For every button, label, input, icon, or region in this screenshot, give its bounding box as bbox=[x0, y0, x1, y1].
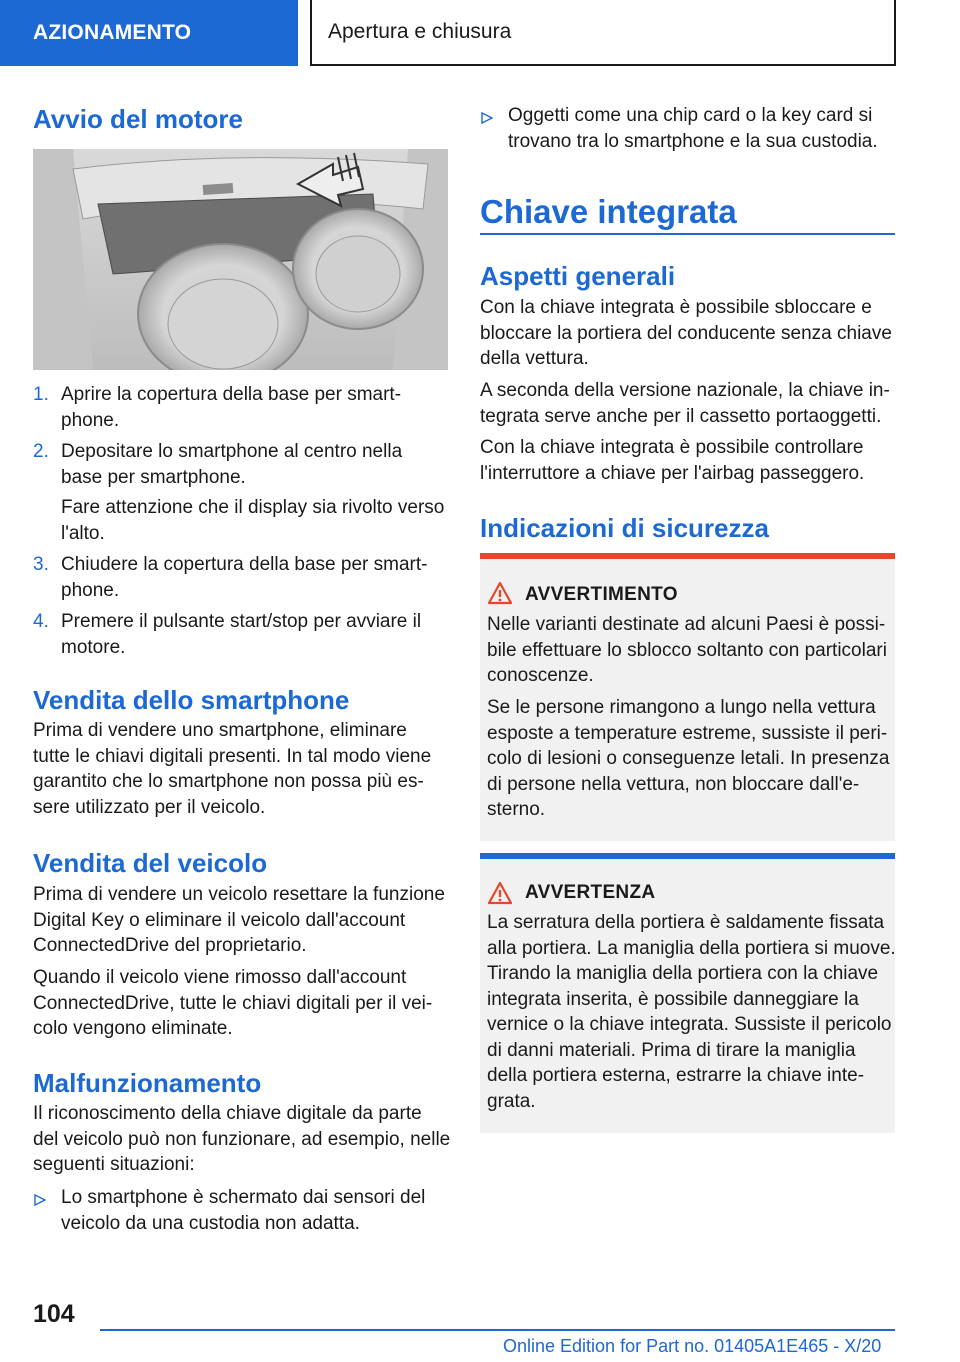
caution-text-line: Tirando la maniglia della portiera con la chiave bbox=[487, 963, 879, 984]
chapter-rule bbox=[480, 233, 895, 235]
step-number: 3. bbox=[33, 554, 49, 575]
sale-vehicle-text-line: Quando il veicolo viene rimosso dall'account bbox=[33, 967, 407, 988]
step-text-line: Premere il pulsante start/stop per avviare il bbox=[61, 611, 422, 632]
step-text-line: l'alto. bbox=[61, 522, 105, 544]
step-text-line: motore. bbox=[61, 636, 126, 658]
bullet-text-line: Oggetti come una chip card o la key card si bbox=[508, 105, 873, 126]
warning-text-line: di persone nella vettura, non bloccare dall'e‐ bbox=[487, 773, 860, 795]
step-number: 1. bbox=[33, 384, 49, 405]
warning-text-line: conoscenze. bbox=[487, 665, 594, 686]
step-number: 2. bbox=[33, 441, 49, 462]
sale-vehicle-text-line: colo vengono eliminate. bbox=[33, 1018, 233, 1039]
caution-text-line: della portiera esterna, estrarre la chiave inte‐ bbox=[487, 1065, 865, 1086]
warning-text-line: esposte a temperature estreme, sussiste il peri‐ bbox=[487, 722, 888, 744]
caution-title: AVVERTENZA bbox=[525, 882, 656, 903]
caution-triangle-icon bbox=[487, 881, 513, 905]
section-title-sale-vehicle: Vendita del veicolo bbox=[33, 848, 268, 878]
footer-edition: Online Edition for Part no. 01405A1E465 - X/20 bbox=[503, 1336, 882, 1356]
malfunction-text-line: del veicolo può non funzionare, ad esempio, nelle bbox=[33, 1128, 451, 1150]
malfunction-text-line: seguenti situazioni: bbox=[33, 1154, 195, 1175]
footer-rule bbox=[100, 1329, 895, 1331]
general-text-line: bloccare la portiera del conducente senza chiave bbox=[480, 322, 892, 344]
warning-triangle-icon bbox=[487, 581, 513, 605]
general-text-line: tegrata serve anche per il cassetto portaoggetti. bbox=[480, 405, 882, 427]
bullet-triangle-icon bbox=[34, 1194, 46, 1206]
step-text-line: phone. bbox=[61, 409, 120, 431]
general-text-line: Con la chiave integrata è possibile sbloccare e bbox=[480, 297, 872, 318]
warning-text-line: Nelle varianti destinate ad alcuni Paesi è possi‐ bbox=[487, 614, 886, 635]
sale-vehicle-text-line: Prima di vendere un veicolo resettare la funzione bbox=[33, 884, 445, 905]
step-text-line: base per smartphone. bbox=[61, 466, 246, 488]
section-title-sale-phone: Vendita dello smartphone bbox=[33, 685, 350, 715]
warning-bar bbox=[480, 553, 895, 559]
warning-text-line: sterno. bbox=[487, 799, 546, 820]
sale-vehicle-text-line: Digital Key o eliminare il veicolo dall'account bbox=[33, 909, 406, 931]
bullet-text-line: veicolo da una custodia non adatta. bbox=[61, 1212, 360, 1234]
warning-title: AVVERTIMENTO bbox=[525, 584, 678, 605]
caution-text-line: La serratura della portiera è saldamente fissata bbox=[487, 912, 885, 933]
bullet-text-line: trovano tra lo smartphone e la sua custodia. bbox=[508, 130, 878, 152]
smartphone-tray-image bbox=[33, 149, 448, 370]
bullet-triangle-icon bbox=[481, 112, 493, 124]
caution-text-line: vernice o la chiave integrata. Sussiste il pericolo bbox=[487, 1014, 892, 1035]
caution-text-line: di danni materiali. Prima di tirare la maniglia bbox=[487, 1039, 856, 1061]
general-text-line: Con la chiave integrata è possibile controllare bbox=[480, 437, 864, 458]
caution-bar bbox=[480, 853, 895, 859]
sale-vehicle-text-line: ConnectedDrive del proprietario. bbox=[33, 935, 307, 956]
warning-text-line: bile effettuare lo sblocco soltanto con particolari bbox=[487, 639, 887, 661]
bullet-text-line: Lo smartphone è schermato dai sensori del bbox=[61, 1187, 426, 1208]
warning-text-line: colo di lesioni o conseguenze letali. In presenza bbox=[487, 748, 890, 769]
chapter-header: Apertura e chiusura bbox=[310, 0, 896, 66]
caution-text-line: grata. bbox=[487, 1090, 536, 1112]
step-text-line: phone. bbox=[61, 579, 120, 601]
section-title-safety: Indicazioni di sicurezza bbox=[480, 513, 769, 543]
sale-phone-text-line: sere utilizzato per il veicolo. bbox=[33, 796, 266, 818]
malfunction-text-line: Il riconoscimento della chiave digitale da parte bbox=[33, 1103, 422, 1124]
section-title-start: Avvio del motore bbox=[33, 104, 243, 134]
section-title-malfunction: Malfunzionamento bbox=[33, 1068, 262, 1098]
sale-phone-text-line: Prima di vendere uno smartphone, eliminare bbox=[33, 720, 407, 741]
section-tab: AZIONAMENTO bbox=[0, 0, 298, 66]
step-text-line: Aprire la copertura della base per smart‐ bbox=[61, 384, 402, 405]
step-number: 4. bbox=[33, 611, 49, 632]
caution-text-line: integrata inserita, è possibile danneggiare la bbox=[487, 988, 859, 1010]
step-text-line: Depositare lo smartphone al centro nella bbox=[61, 441, 403, 462]
general-text-line: A seconda della versione nazionale, la chiave in‐ bbox=[480, 380, 890, 401]
section-title-general: Aspetti generali bbox=[480, 261, 676, 291]
sale-phone-text-line: tutte le chiavi digitali presenti. In tal modo viene bbox=[33, 745, 432, 767]
warning-text-line: Se le persone rimangono a lungo nella vettura bbox=[487, 697, 876, 718]
step-text-line: Chiudere la copertura della base per smart‐ bbox=[61, 554, 428, 575]
step-text-line: Fare attenzione che il display sia rivolto verso bbox=[61, 497, 445, 518]
general-text-line: l'interruttore a chiave per l'airbag passeggero. bbox=[480, 462, 865, 484]
sale-vehicle-text-line: ConnectedDrive, tutte le chiavi digitali per il vei‐ bbox=[33, 992, 433, 1014]
chapter-title-integrated-key: Chiave integrata bbox=[480, 193, 737, 230]
page-number: 104 bbox=[33, 1300, 75, 1328]
sale-phone-text-line: garantito che lo smartphone non possa più es‐ bbox=[33, 771, 424, 792]
general-text-line: della vettura. bbox=[480, 348, 589, 369]
caution-text-line: alla portiera. La maniglia della portiera si muove. bbox=[487, 937, 896, 959]
